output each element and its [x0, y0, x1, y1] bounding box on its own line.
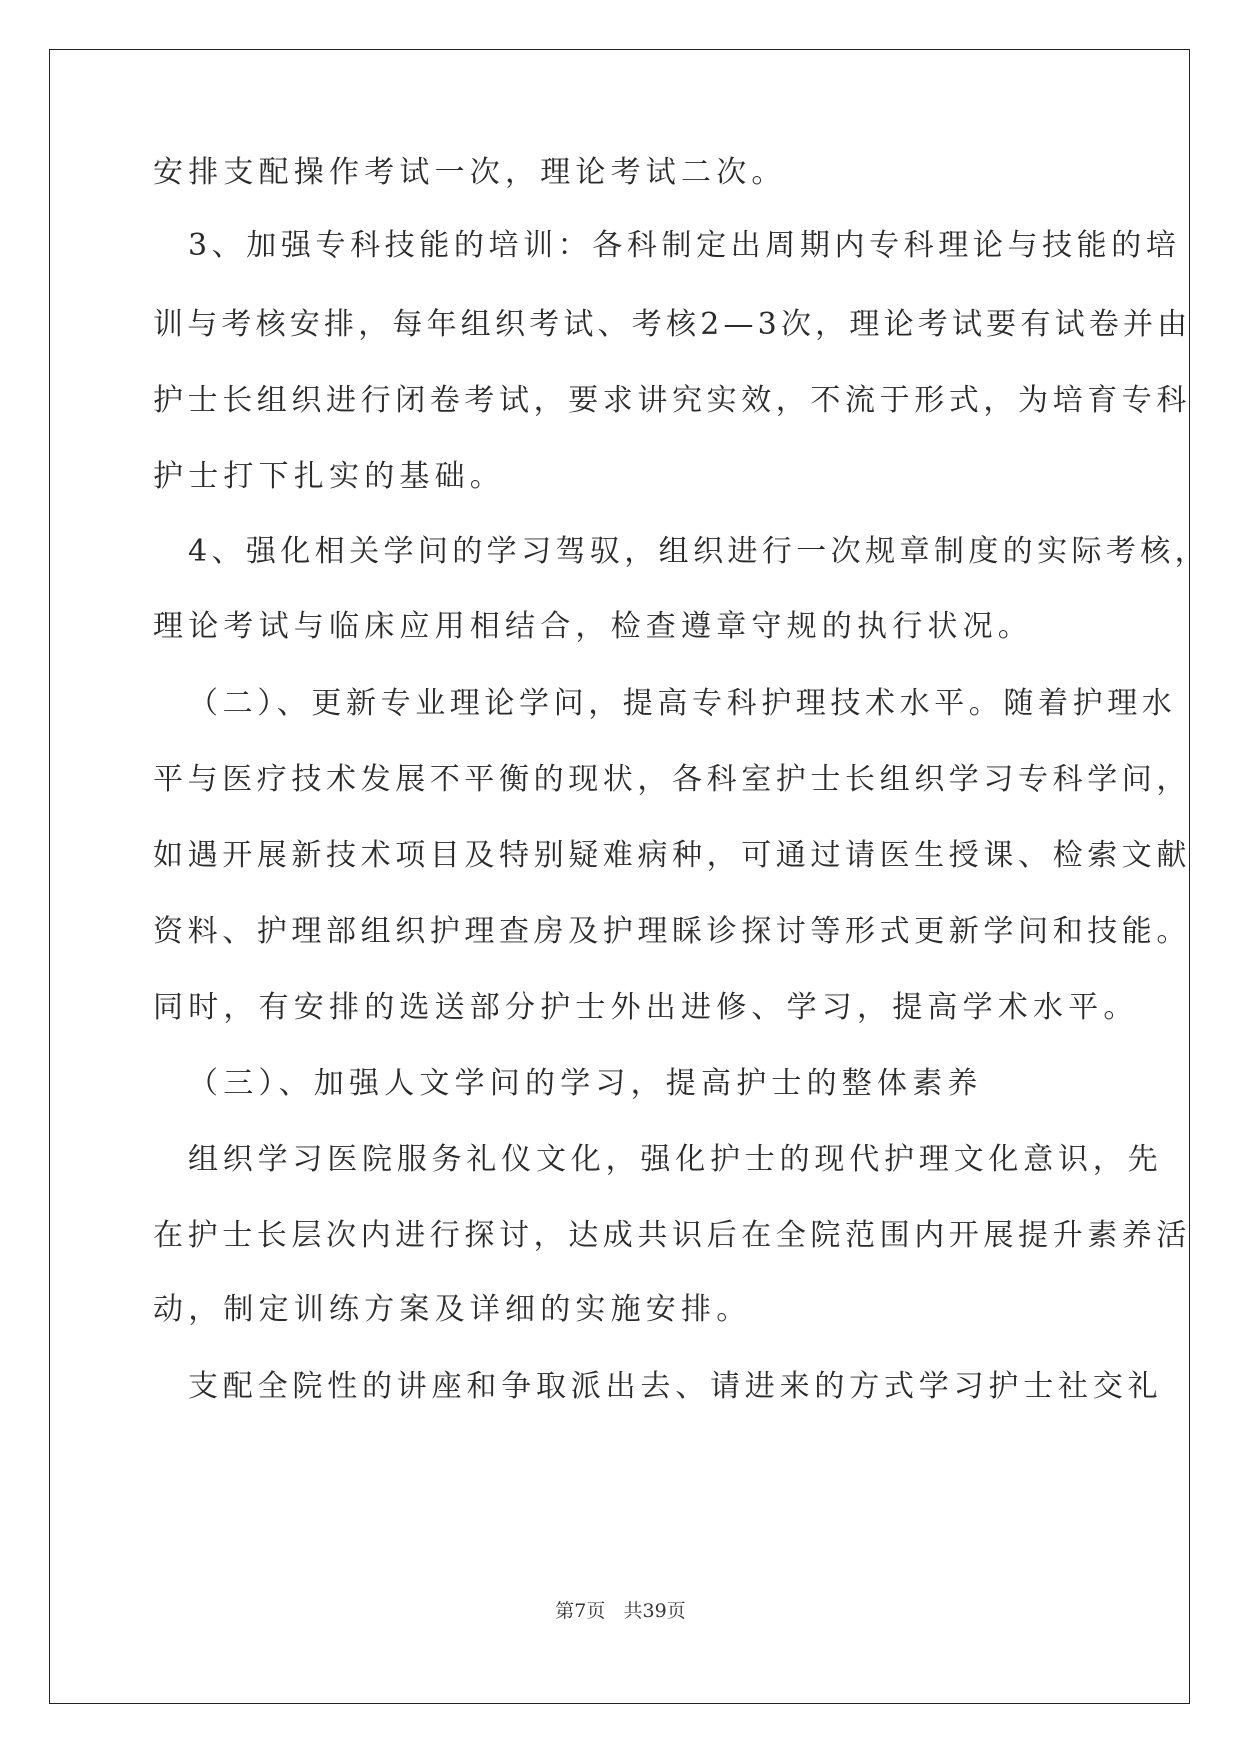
text-line-13: （三）、加强人文学问的学习，提高护士的整体素养	[188, 1066, 983, 1101]
text-line-3: 训与考核安排，每年组织考试、考核2—3次，理论考试要有试卷并由	[153, 307, 1192, 342]
page-border	[49, 49, 1190, 1704]
text-line-10: 如遇开展新技术项目及特别疑难病种，可通过请医生授课、检索文献	[153, 838, 1191, 873]
text-line-5: 护士打下扎实的基础。	[153, 459, 505, 494]
text-line-17: 支配全院性的讲座和争取派出去、请进来的方式学习护士社交礼	[188, 1369, 1163, 1404]
page-number: 第7页	[555, 1600, 606, 1622]
text-line-9: 平与医疗技术发展不平衡的现状，各科室护士长组织学习专科学问，	[153, 762, 1191, 797]
text-line-16: 动，制定训练方案及详细的实施安排。	[153, 1292, 752, 1327]
text-line-4: 护士长组织进行闭卷考试，要求讲究实效，不流于形式，为培育专科	[153, 383, 1191, 418]
text-line-6: 4、强化相关学问的学习驾驭，组织进行一次规章制度的实际考核，	[188, 534, 1210, 569]
text-line-7: 理论考试与临床应用相结合，检查遵章守规的执行状况。	[153, 609, 1033, 644]
text-line-12: 同时，有安排的选送部分护士外出进修、学习，提高学术水平。	[153, 990, 1139, 1025]
text-line-2: 3、加强专科技能的培训：各科制定出周期内专科理论与技能的培	[188, 228, 1181, 263]
page-footer	[0, 1599, 1241, 1623]
text-line-11: 资料、护理部组织护理查房及护理睬诊探讨等形式更新学问和技能。	[153, 914, 1191, 949]
text-line-14: 组织学习医院服务礼仪文化，强化护士的现代护理文化意识，先	[188, 1142, 1163, 1177]
text-line-1: 安排支配操作考试一次，理论考试二次。	[153, 155, 787, 190]
text-line-8: （二）、更新专业理论学问，提高专科护理技术水平。随着护理水	[188, 686, 1177, 721]
page-total: 共39页	[623, 1600, 686, 1622]
text-line-15: 在护士长层次内进行探讨，达成共识后在全院范围内开展提升素养活	[153, 1218, 1191, 1253]
